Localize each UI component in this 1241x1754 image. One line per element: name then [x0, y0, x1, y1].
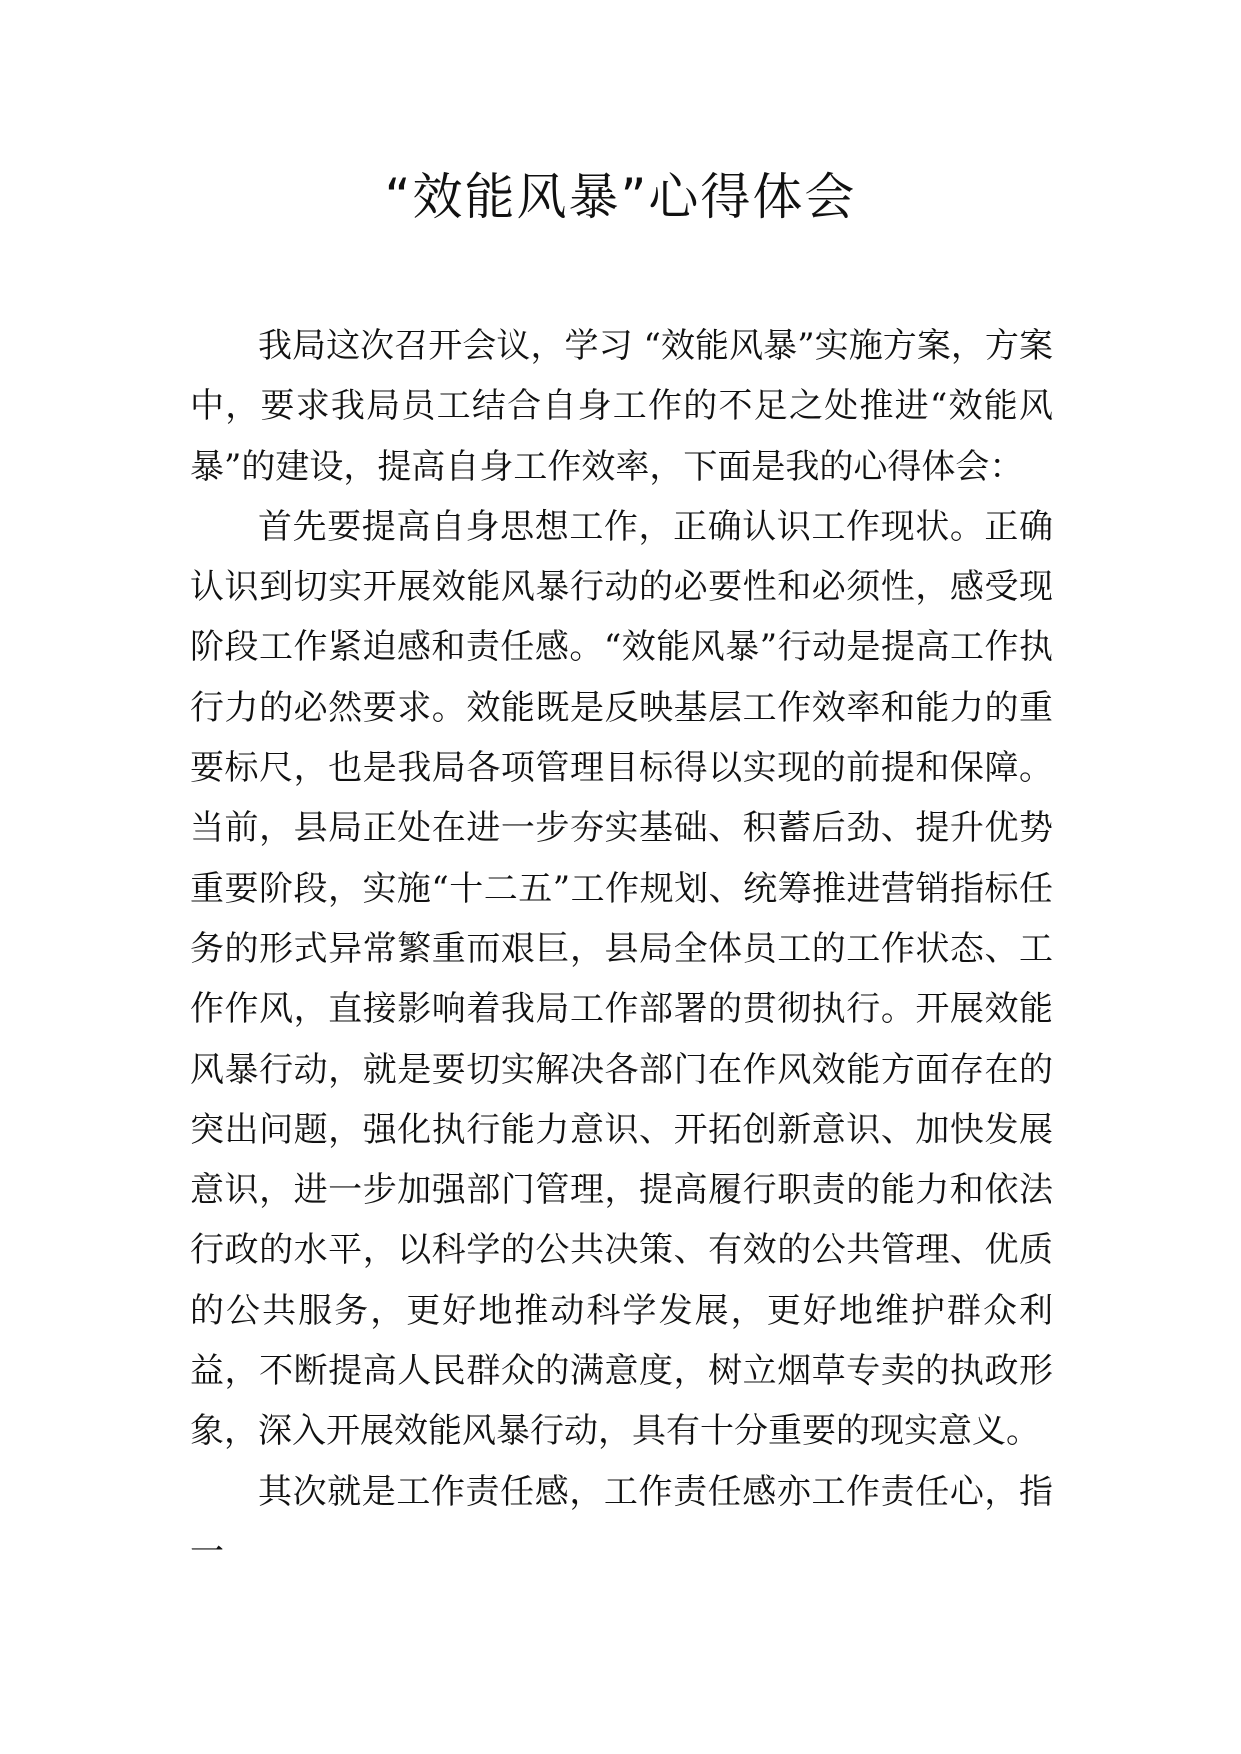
paragraph-second-point: 其次就是工作责任感，工作责任感亦工作责任心，指一: [190, 1471, 1053, 1572]
document-title: “效能风暴”心得体会: [384, 168, 857, 226]
paragraph-intro: 我局这次召开会议，学习 “效能风暴”实施方案，方案中，要求我局员工结合自身工作的不足之处推进“效能风暴”的建设，提高自身工作效率，下面是我的心得体会：: [190, 326, 1053, 487]
paragraph-first-point: 首先要提高自身思想工作，正确认识工作现状。正确认识到切实开展效能风暴行动的必要性和必须性，感受现阶段工作紧迫感和责任感。“效能风暴”行动是提高工作执行力的必然要求。效能既是反映基层工作效率和能力的重要标尺，也是我局各项管理目标得以实现的前提和保障。当前，县局正处在进一步夯实基础、积蓄后劲、提升优势重要阶段，实施“十二五”工作规划、统筹推进营销指标任务的形式异常繁重而艰巨，县局全体员工的工作状态、工作作风，直接影响着我局工作部署的贯彻执行。开展效能风暴行动，就是要切实解决各部门在作风效能方面存在的突出问题，强化执行能力意识、开拓创新意识、加快发展意识，进一步加强部门管理，提高履行职责的能力和依法行政的水平，以科学的公共决策、有效的公共管理、优质的公共服务，更好地推动科学发展，更好地维护群众利益，不断提高人民群众的满意度，树立烟草专卖的执政形象，深入开展效能风暴行动，具有十分重要的现实意义。: [190, 506, 1053, 1452]
document-body: [190, 316, 1053, 1582]
